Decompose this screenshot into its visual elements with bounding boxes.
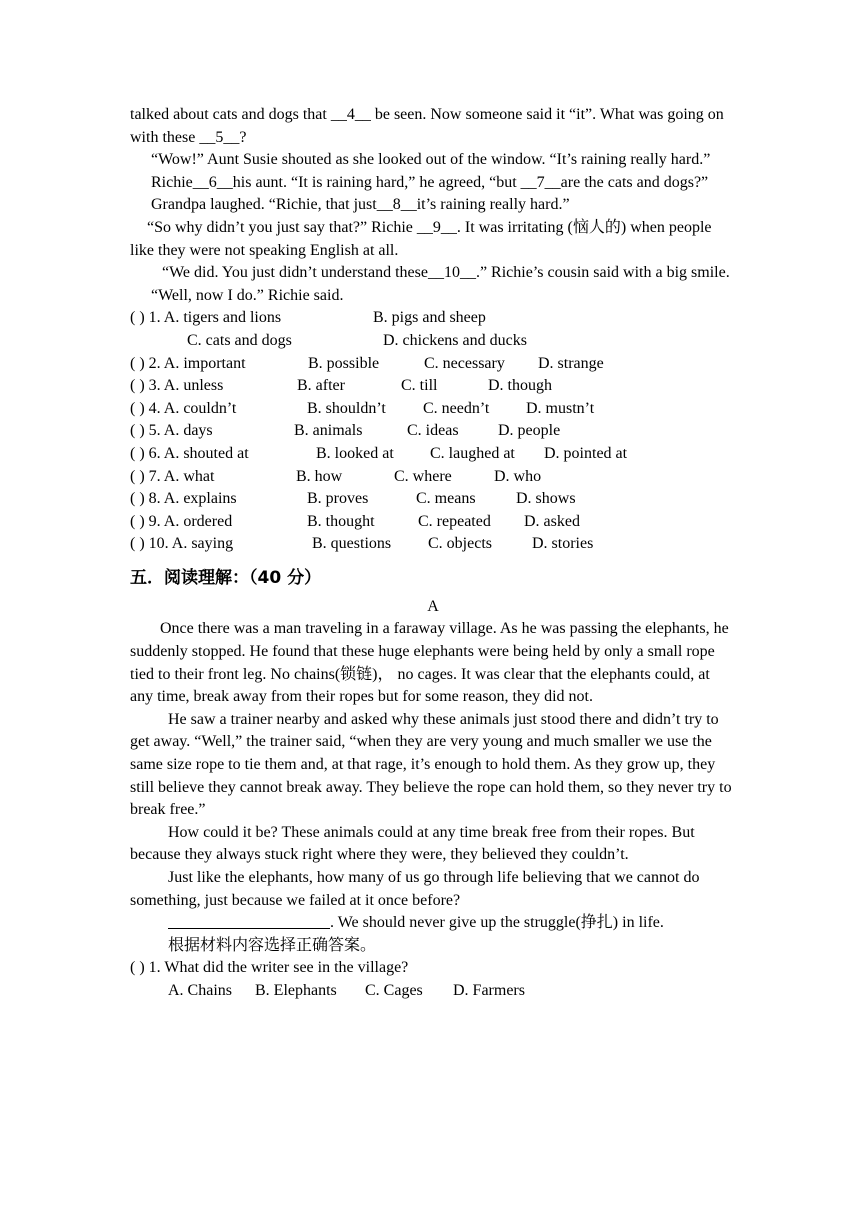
option-d: D. who [494,467,542,485]
cloze-question-5 [130,420,736,443]
option-d: D. asked [524,512,580,530]
option-c: C. means [416,490,476,508]
fill-in-sentence [130,912,736,935]
option-b: B. shouldn’t [307,399,386,417]
option-d: D. strange [538,354,604,372]
cloze-question-1 [130,307,736,352]
option-d: D. shows [516,490,576,508]
option-c: C. ideas [407,422,459,440]
option-d: D. mustn’t [526,399,595,417]
question-stem: ( ) 9. A. ordered [130,512,233,530]
option-b: B. animals [294,422,363,440]
cloze-question-3 [130,375,736,398]
option-d: D. chickens and ducks [383,331,527,349]
option-c: C. necessary [424,354,505,372]
option-b: B. questions [312,535,392,553]
option-c: C. where [394,467,452,485]
blank-sentence-text: . We should never give up the struggle(挣扎) in life. [330,914,664,932]
option-c: C. repeated [418,512,491,530]
reading-paragraph: How could it be? These animals could at any time break free from their ropes. But because they always stuck right where they were, they believed they couldn’t. [130,823,695,864]
cloze-question-9 [130,511,736,534]
option-b: B. looked at [316,444,394,462]
cloze-question-4 [130,398,736,421]
option-c: C. objects [428,535,492,553]
option-c: C. Cages [365,981,423,999]
cloze-question-6 [130,443,736,466]
reading-paragraph: Once there was a man traveling in a faraway village. As he was passing the elephants, he suddenly stopped. He found that these huge elephants were being held by only a small rope tied to their front leg. No chains(锁链)， no cages. It was clear that the elephants could, at any time, break away from their ropes but for some reason, they did not. [130,620,729,706]
option-d: D. pointed at [544,444,628,462]
option-d: D. Farmers [453,981,525,999]
content-column [130,104,736,1003]
question-stem: ( ) 4. A. couldn’t [130,399,237,417]
cloze-question-10 [130,533,736,556]
reading-paragraph: Just like the elephants, how many of us go through life believing that we cannot do something, just because we failed at it once before? [130,869,700,909]
cloze-question-8 [130,488,736,511]
question-stem: ( ) 8. A. explains [130,490,237,508]
cloze-question-2 [130,353,736,376]
passage-paragraph: “So why didn’t you just say that?” Richie __9__. It was irritating (恼人的) when people like they were not speaking English at all. [130,218,712,259]
question-stem: ( ) 1. What did the writer see in the village? [130,959,409,977]
option-b: B. possible [308,354,380,372]
passage-label: A [427,597,439,615]
passage-paragraph: talked about cats and dogs that __4__ be seen. Now someone said it “it”. What was going on with these __5__? [130,106,724,146]
instruction: 根据材料内容选择正确答案。 [168,936,377,954]
question-stem: ( ) 2. A. important [130,354,246,372]
option-c: C. cats and dogs [187,331,292,349]
passage-paragraph: Grandpa laughed. “Richie, that just__8__it’s raining really hard.” [151,196,570,214]
answer-blank[interactable] [168,912,330,929]
option-b: B. how [296,467,343,485]
question-stem: ( ) 3. A. unless [130,377,224,395]
option-b: B. pigs and sheep [373,309,486,327]
reading-paragraph: He saw a trainer nearby and asked why these animals just stood there and didn’t try to get away. “Well,” the trainer said, “when they are very young and much smaller we use the same size rope to tie them and, at that rage, it’s enough to hold them. As they grow up, they still believe they cannot break away. They believe the rope can hold them, so they never try to break free.” [130,710,732,819]
reading-question-1 [130,957,736,1002]
passage-paragraph: Richie__6__his aunt. “It is raining hard,” he agreed, “but __7__are the cats and dogs?” [151,173,709,191]
question-stem: ( ) 7. A. what [130,467,215,485]
option-b: B. after [297,377,345,395]
passage-paragraph: “Wow!” Aunt Susie shouted as she looked out of the window. “It’s raining really hard.” [151,151,711,169]
option-c: C. needn’t [423,399,490,417]
option-d: D. people [498,422,561,440]
option-a: A. Chains [168,981,232,999]
passage-paragraph: “We did. You just didn’t understand these__10__.” Richie’s cousin said with a big smile. [162,264,730,282]
option-b: B. thought [307,512,375,530]
question-stem: ( ) 1. A. tigers and lions [130,309,282,327]
option-d: D. though [488,377,552,395]
question-stem: ( ) 6. A. shouted at [130,444,249,462]
question-stem: ( ) 10. A. saying [130,535,234,553]
option-b: B. Elephants [255,981,337,999]
cloze-question-7 [130,466,736,489]
section-heading: 五．阅读理解：（40 分） [130,567,322,588]
option-c: C. laughed at [430,444,515,462]
option-b: B. proves [307,490,369,508]
option-c: C. till [401,377,438,395]
option-d: D. stories [532,535,594,553]
passage-paragraph: “Well, now I do.” Richie said. [151,286,344,304]
question-stem: ( ) 5. A. days [130,422,213,440]
